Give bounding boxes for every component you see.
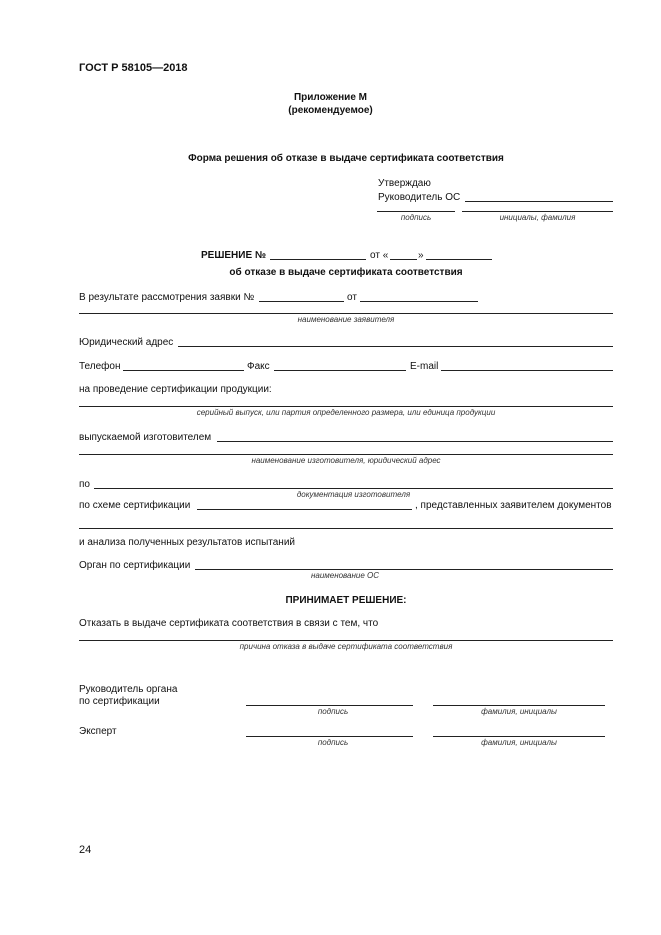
approve-head-line bbox=[465, 201, 613, 202]
decision-date-line bbox=[426, 259, 492, 260]
approve-label: Утверждаю bbox=[378, 178, 431, 189]
head-sign-line bbox=[246, 705, 413, 706]
head-sign-caption: подпись bbox=[317, 707, 349, 716]
manufacturer-line-2 bbox=[79, 454, 613, 455]
phone-label: Телефон bbox=[79, 361, 121, 372]
application-label: В результате рассмотрения заявки № bbox=[79, 292, 255, 303]
body-label: Орган по сертификации bbox=[79, 560, 191, 571]
approve-sign-line bbox=[377, 211, 455, 212]
legal-address-line bbox=[178, 346, 613, 347]
head-name-caption: фамилия, инициалы bbox=[481, 707, 557, 716]
product-line bbox=[79, 406, 613, 407]
application-date-line bbox=[360, 301, 478, 302]
decision-from: от « bbox=[370, 250, 389, 261]
email-label: E-mail bbox=[410, 361, 439, 372]
appendix-title: Приложение М bbox=[293, 92, 368, 103]
resolution-heading: ПРИНИМАЕТ РЕШЕНИЕ: bbox=[285, 595, 407, 606]
manufacturer-label: выпускаемой изготовителем bbox=[79, 432, 212, 443]
approve-name-line bbox=[462, 211, 613, 212]
decision-number-line bbox=[270, 259, 366, 260]
head-name-line bbox=[433, 705, 605, 706]
head-label-line2: по сертификации bbox=[79, 696, 160, 707]
phone-line bbox=[123, 370, 244, 371]
body-line bbox=[195, 569, 613, 570]
applicant-line bbox=[79, 313, 613, 314]
email-line bbox=[441, 370, 613, 371]
documentation-caption: документация изготовителя bbox=[296, 490, 411, 499]
scheme-tail: , представленных заявителем документов bbox=[415, 500, 612, 511]
certification-for-label: на проведение сертификации продукции: bbox=[79, 384, 272, 395]
manufacturer-line-1 bbox=[217, 441, 613, 442]
decision-subtitle: об отказе в выдаче сертификата соответствия bbox=[229, 267, 463, 278]
standard-code: ГОСТ Р 58105—2018 bbox=[79, 62, 188, 74]
application-from: от bbox=[347, 292, 357, 303]
approve-head-label: Руководитель ОС bbox=[378, 192, 461, 203]
approve-name-caption: инициалы, фамилия bbox=[499, 213, 576, 222]
expert-label: Эксперт bbox=[79, 726, 117, 737]
expert-sign-caption: подпись bbox=[317, 738, 349, 747]
fax-label: Факс bbox=[247, 361, 270, 372]
applicant-caption: наименование заявителя bbox=[297, 315, 395, 324]
page-number: 24 bbox=[79, 844, 92, 856]
manufacturer-caption: наименование изготовителя, юридический адрес bbox=[251, 456, 441, 465]
by-label: по bbox=[79, 479, 90, 490]
reason-caption: причина отказа в выдаче сертификата соответствия bbox=[239, 642, 453, 651]
legal-address-label: Юридический адрес bbox=[79, 337, 174, 348]
decision-day-line bbox=[390, 259, 417, 260]
expert-sign-line bbox=[246, 736, 413, 737]
appendix-subtitle: (рекомендуемое) bbox=[288, 105, 373, 116]
product-caption: серийный выпуск, или партия определенного размера, или единица продукции bbox=[196, 408, 496, 417]
application-number-line bbox=[259, 301, 344, 302]
approve-sign-caption: подпись bbox=[400, 213, 432, 222]
decision-quote-close: » bbox=[418, 250, 424, 261]
fax-line bbox=[274, 370, 406, 371]
documents-line bbox=[79, 528, 613, 529]
resolution-text: Отказать в выдаче сертификата соответствия в связи с тем, что bbox=[79, 618, 379, 629]
scheme-label: по схеме сертификации bbox=[79, 500, 191, 511]
expert-name-caption: фамилия, инициалы bbox=[481, 738, 557, 747]
documentation-line bbox=[94, 488, 613, 489]
form-title: Форма решения об отказе в выдаче сертификата соответствия bbox=[188, 153, 504, 164]
body-caption: наименование ОС bbox=[310, 571, 380, 580]
expert-name-line bbox=[433, 736, 605, 737]
reason-line bbox=[79, 640, 613, 641]
analysis-label: и анализа полученных результатов испытаний bbox=[79, 537, 295, 548]
head-label-line1: Руководитель органа bbox=[79, 684, 178, 695]
decision-label: РЕШЕНИЕ № bbox=[201, 250, 267, 261]
scheme-line bbox=[197, 509, 412, 510]
